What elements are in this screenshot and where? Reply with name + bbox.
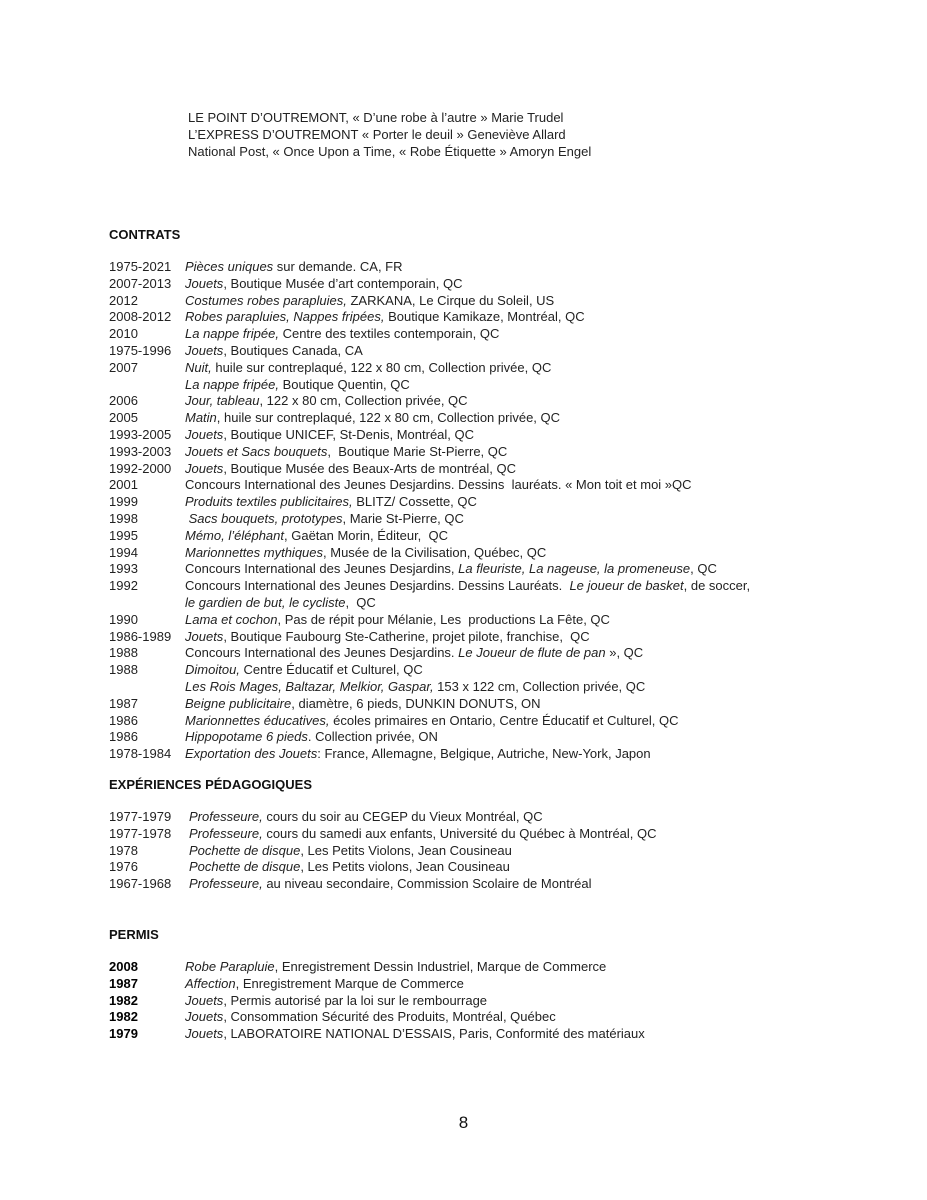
entry-text: , QC [690, 561, 717, 577]
entry-text: , Consommation Sécurité des Produits, Montréal, Québec [223, 1009, 556, 1025]
entry-title: Le Joueur de flute de pan [458, 645, 606, 661]
entry-title: Dimoitou, [185, 662, 240, 678]
entry-description [185, 595, 376, 612]
entry-description [185, 444, 507, 461]
entry-title: Jouets [185, 342, 224, 358]
entry-year: 1975-2021 [109, 259, 172, 274]
entry-description [189, 876, 591, 893]
entry-title: Jouets [185, 628, 224, 644]
entry-description [185, 393, 468, 410]
press-mentions [188, 109, 591, 160]
entry-text: , Marie St-Pierre, QC [342, 510, 464, 526]
entry-year: 1992-2000 [109, 460, 172, 476]
entry-description [185, 511, 464, 528]
entry-year: 1987 [109, 975, 138, 991]
entry-text: , Boutique Musée d’art contemporain, QC [223, 275, 463, 291]
entry-title: Jouets [185, 275, 224, 291]
entry-title: Jour, tableau [185, 393, 260, 409]
entry-title: Sacs bouquets, prototypes [185, 510, 343, 526]
entry-year: 1998 [109, 510, 138, 526]
entry-title: Jouets [185, 1026, 224, 1042]
entry-year: 2007-2013 [109, 275, 172, 291]
entry-year: 1982 [109, 992, 138, 1008]
entry-year: 1979 [109, 1026, 138, 1042]
entry-description [185, 377, 410, 394]
entry-text: , Enregistrement Dessin Industriel, Marque de Commerce [274, 959, 607, 974]
entry-text: Centre des textiles contemporain, QC [278, 326, 500, 342]
entry-title: Pochette de disque [189, 842, 301, 858]
entry-text: , Les Petits violons, Jean Cousineau [300, 859, 510, 875]
entry-year: 1976 [109, 859, 138, 875]
section-title-contrats: CONTRATS [109, 227, 181, 242]
entry-year: 1993 [109, 561, 138, 577]
entry-year: 2005 [109, 410, 138, 426]
entry-description [185, 410, 560, 427]
entry-title: Affection [185, 975, 236, 991]
entry-text: BLITZ/ Cossette, QC [352, 494, 477, 510]
entry-description [185, 276, 463, 293]
entry-text: 153 x 122 cm, Collection privée, QC [433, 678, 646, 694]
entry-year: 2001 [109, 477, 138, 493]
entry-description [185, 662, 423, 679]
entry-text: , Les Petits Violons, Jean Cousineau [300, 842, 512, 858]
entry-year: 1986 [109, 729, 138, 745]
entry-title: Robes parapluies, Nappes fripées, [185, 309, 385, 325]
entry-description [185, 309, 585, 326]
entry-title: Exportation des Jouets [185, 746, 318, 762]
section-title-permis: PERMIS [109, 927, 159, 942]
entry-text: , Boutique Faubourg Ste-Catherine, projet pilote, franchise, QC [223, 628, 590, 644]
entry-description [185, 612, 610, 629]
entry-year: 1993-2003 [109, 443, 172, 459]
entry-description [189, 859, 510, 876]
entry-description [185, 528, 448, 545]
entry-text: Concours International des Jeunes Desjardins. Dessins lauréats. « Mon toit et moi »QC [185, 477, 692, 493]
entry-title: Jouets [185, 460, 224, 476]
entry-text: , huile sur contreplaqué, 122 x 80 cm, Collection privée, QC [216, 410, 561, 426]
entry-text: Boutique Quentin, QC [278, 376, 410, 392]
entry-year: 1994 [109, 544, 138, 560]
entry-text: Boutique Kamikaze, Montréal, QC [384, 309, 585, 325]
entry-text: ZARKANA, Le Cirque du Soleil, US [346, 292, 555, 308]
page-number: 8 [458, 1113, 469, 1132]
entry-year: 2010 [109, 326, 138, 342]
section-title-pedagogie: EXPÉRIENCES PÉDAGOGIQUES [109, 777, 312, 792]
entry-description [185, 959, 606, 976]
entry-description [189, 843, 512, 860]
entry-text: écoles primaires en Ontario, Centre Éducatif et Culturel, QC [329, 712, 679, 728]
entry-title: La nappe fripée, [185, 326, 279, 342]
entry-description [185, 729, 438, 746]
entry-year: 1988 [109, 662, 138, 678]
page-number-container [0, 1113, 927, 1133]
entry-text: , diamètre, 6 pieds, DUNKIN DONUTS, ON [291, 695, 541, 711]
entry-description [185, 461, 516, 478]
entry-year: 2012 [109, 292, 138, 308]
entry-year: 2006 [109, 393, 138, 409]
entry-title: Professeure, [189, 825, 263, 841]
entry-description [185, 696, 540, 713]
entry-year: 1978 [109, 842, 138, 858]
entry-text: huile sur contreplaqué, 122 x 80 cm, Collection privée, QC [211, 359, 552, 375]
entry-title: Pièces uniques [185, 259, 274, 274]
entry-title: La nappe fripée, [185, 376, 279, 392]
entry-text: , Boutique Musée des Beaux-Arts de montréal, QC [223, 460, 516, 476]
entry-year: 1995 [109, 527, 138, 543]
entry-text: Concours International des Jeunes Desjardins. Dessins Lauréats. [185, 578, 570, 594]
entry-description [185, 1009, 556, 1026]
entry-text: , Pas de répit pour Mélanie, Les productions La Fête, QC [277, 611, 610, 627]
entry-description [185, 645, 643, 662]
entry-year: 1967-1968 [109, 876, 172, 892]
entry-description [185, 326, 499, 343]
entry-year: 1993-2005 [109, 426, 172, 442]
entry-description [185, 713, 679, 730]
entry-year: 2008-2012 [109, 309, 172, 325]
entry-description [185, 1026, 645, 1043]
entry-text: », QC [605, 645, 644, 661]
entry-text: , Boutique Marie St-Pierre, QC [327, 443, 508, 459]
entry-title: Robe Parapluie [185, 959, 275, 974]
entry-year: 1988 [109, 645, 138, 661]
entry-year: 1986-1989 [109, 628, 172, 644]
entry-title: Professeure, [189, 876, 263, 892]
entry-title: Costumes robes parapluies, [185, 292, 347, 308]
entry-text: , QC [345, 594, 376, 610]
entry-title: Marionnettes mythiques [185, 544, 324, 560]
entry-description [185, 259, 403, 276]
press-line: L’EXPRESS D’OUTREMONT « Porter le deuil » Geneviève Allard [188, 127, 566, 142]
entry-year: 1977-1978 [109, 825, 172, 841]
entry-text: , LABORATOIRE NATIONAL D’ESSAIS, Paris, Conformité des matériaux [223, 1026, 645, 1042]
entry-description [185, 360, 551, 377]
press-line: LE POINT D’OUTREMONT, « D’une robe à l’autre » Marie Trudel [188, 110, 564, 125]
entry-text: au niveau secondaire, Commission Scolaire de Montréal [262, 876, 592, 892]
entry-text: , Gaëtan Morin, Éditeur, QC [284, 527, 449, 543]
entry-description [185, 976, 464, 993]
entry-title: Mémo, l’éléphant [185, 527, 284, 543]
entry-title: La fleuriste, La nageuse, la promeneuse [458, 561, 691, 577]
entry-title: le gardien de but, le cycliste [185, 594, 346, 610]
entry-text: , de soccer, [683, 578, 751, 594]
entry-description [185, 578, 750, 595]
entry-title: Jouets [185, 992, 224, 1008]
entry-title: Jouets et Sacs bouquets [185, 443, 328, 459]
entry-description [189, 826, 657, 843]
entry-year: 1992 [109, 578, 138, 594]
entry-text: , Musée de la Civilisation, Québec, QC [323, 544, 547, 560]
entry-year: 1986 [109, 712, 138, 728]
entry-text: Concours International des Jeunes Desjardins. [185, 645, 459, 661]
entry-text: , Boutique UNICEF, St-Denis, Montréal, QC [223, 426, 475, 442]
entry-title: Beigne publicitaire [185, 695, 292, 711]
entry-year: 2007 [109, 359, 138, 375]
entry-title: Produits textiles publicitaires, [185, 494, 353, 510]
entry-title: Jouets [185, 1009, 224, 1025]
entry-year: 2008 [109, 959, 138, 974]
entry-year: 1975-1996 [109, 342, 172, 358]
entry-text: , Permis autorisé par la loi sur le rembourrage [223, 992, 488, 1008]
entry-text: , 122 x 80 cm, Collection privée, QC [259, 393, 468, 409]
entry-text: cours du samedi aux enfants, Université du Québec à Montréal, QC [262, 825, 657, 841]
entry-text: . Collection privée, ON [307, 729, 438, 745]
entry-year: 1987 [109, 695, 138, 711]
entry-year: 1978-1984 [109, 746, 172, 762]
entry-description [185, 293, 554, 310]
entry-description [185, 477, 692, 494]
entry-description [185, 679, 645, 696]
entry-description [185, 545, 546, 562]
entry-text: cours du soir au CEGEP du Vieux Montréal, QC [262, 809, 543, 824]
entry-text: , Enregistrement Marque de Commerce [235, 975, 464, 991]
press-line: National Post, « Once Upon a Time, « Robe Étiquette » Amoryn Engel [188, 144, 592, 159]
entry-title: Nuit, [185, 359, 212, 375]
entry-description [185, 427, 474, 444]
entry-description [185, 561, 717, 578]
entry-text: , Boutiques Canada, CA [223, 342, 363, 358]
entry-title: Pochette de disque [189, 859, 301, 875]
entry-title: Jouets [185, 426, 224, 442]
entry-year: 1977-1979 [109, 809, 172, 824]
entry-title: Matin [185, 410, 217, 426]
entry-title: Hippopotame 6 pieds [185, 729, 308, 745]
entry-title: Marionnettes éducatives, [185, 712, 330, 728]
entry-year: 1990 [109, 611, 138, 627]
entry-description [185, 629, 590, 646]
entry-title: Professeure, [189, 809, 263, 824]
entry-text: Centre Éducatif et Culturel, QC [239, 662, 423, 678]
entry-year: 1982 [109, 1009, 138, 1025]
entry-title: Les Rois Mages, Baltazar, Melkior, Gaspar, [185, 678, 434, 694]
entry-description [189, 809, 543, 826]
entry-description [185, 494, 477, 511]
entry-title: Lama et cochon [185, 611, 278, 627]
entry-description [185, 746, 651, 763]
entry-text: sur demande. CA, FR [273, 259, 403, 274]
entry-year: 1999 [109, 494, 138, 510]
entry-description [185, 343, 363, 360]
entry-description [185, 993, 487, 1010]
entry-text: : France, Allemagne, Belgique, Autriche, New-York, Japon [317, 746, 651, 762]
entry-title: Le joueur de basket [569, 578, 684, 594]
entry-text: Concours International des Jeunes Desjardins, [185, 561, 459, 577]
